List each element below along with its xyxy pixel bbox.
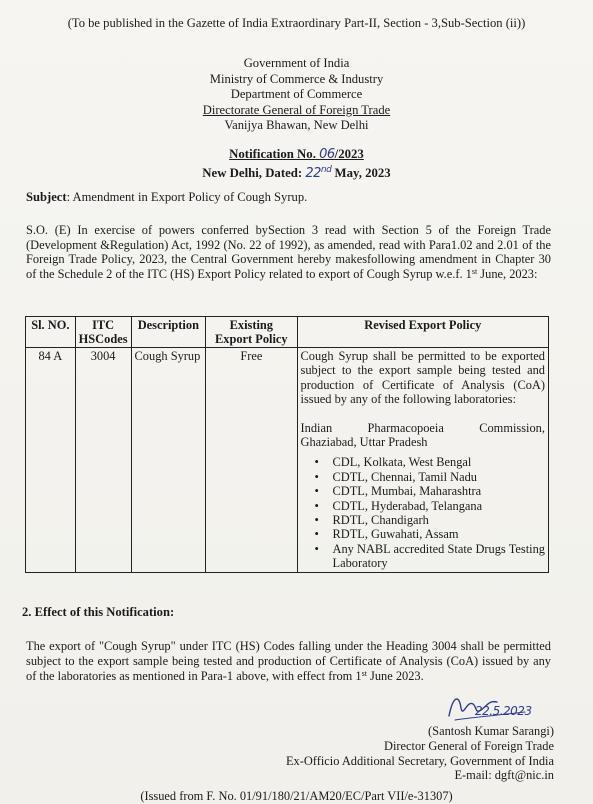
list-item: • CDTL, Mumbai, Maharashtra [323, 484, 545, 498]
header-itc-hscodes [75, 317, 131, 348]
header-line-department: Department of Commerce [230, 87, 363, 102]
table-row [26, 348, 549, 573]
header-itc-line1: ITC [92, 318, 115, 332]
signatory-designation-2: Ex-Officio Additional Secretary, Government of India [285, 753, 554, 768]
header-line-address: Vanijya Bhawan, New Delhi [224, 118, 369, 133]
date-handwritten-sup: nd [320, 164, 332, 175]
notification-date [0, 163, 593, 182]
gazette-line: (To be published in the Gazette of India Extraordinary Part-II, Section - 3,Sub-Section (ii)) [67, 16, 526, 30]
notification-suffix: /2023 [334, 147, 364, 161]
subject-text: : Amendment in Export Policy of Cough Syrup. [66, 190, 308, 204]
revised-intro: Cough Syrup shall be permitted to be exported subject to the export sample being tested and production of Certificate of Analysis (CoA) issued by any of the following laboratories: [300, 349, 545, 407]
list-item: • CDL, Kolkata, West Bengal [323, 455, 545, 469]
lab-ipc-line1 [301, 421, 545, 435]
lab-ipc-line2: Ghaziabad, Uttar Pradesh [300, 435, 428, 450]
signatory-name: (Santosh Kumar Sarangi) [428, 724, 554, 738]
date-handwritten: 22 [305, 165, 321, 181]
cell-existing-policy: Free [206, 348, 297, 573]
lab-list [301, 455, 545, 570]
header-itc-line2: HSCodes [78, 332, 128, 346]
cell-description: Cough Syrup [131, 348, 206, 573]
issued-file-line: (Issued from F. No. 01/91/180/21/AM20/EC/Part VII/e-31307) [140, 789, 453, 803]
policy-table [25, 316, 549, 573]
header-sl-no: Sl. NO. [26, 317, 76, 348]
para1-text-a: S.O. (E) In exercise of powers conferred bySection 3 read with Section 5 of the Foreign Trade (Development &Regulation) Act, 1992 (No. 22 of 1992), as amended, read with Para1.02 and 2.01 of the Foreign Trade Policy, 2023, the Central Government hereby makesfollowing amendment in Chapter 30 of the Schedule 2 of the ITC (HS) Export Policy related to export of Cough Syrup w.e.f. 1 [26, 223, 551, 281]
list-item: • RDTL, Chandigarh [323, 513, 545, 527]
paragraph-1 [26, 223, 551, 281]
list-item: • Any NABL accredited State Drugs Testing Laboratory [323, 542, 545, 571]
notification-block [0, 147, 593, 181]
para2-text-b: June 2023. [366, 669, 424, 683]
header-description: Description [131, 317, 206, 348]
subject-line [26, 190, 307, 205]
cell-itc-code: 3004 [75, 348, 131, 573]
header-revised-policy: Revised Export Policy [297, 317, 548, 348]
date-suffix: May, 2023 [334, 165, 391, 180]
header-line-government: Government of India [243, 56, 350, 70]
para2-sup: st [361, 669, 367, 678]
notification-number [0, 147, 593, 163]
lab-ipc [301, 421, 545, 450]
header-existing-line2: Export Policy [215, 332, 288, 346]
header-existing-policy [206, 317, 297, 348]
para1-text-b: June, 2023: [477, 266, 538, 281]
effect-heading: 2. Effect of this Notification: [22, 605, 175, 619]
signatory-designation-1: Director General of Foreign Trade [384, 738, 554, 753]
table-header-row [26, 317, 549, 348]
list-item: • RDTL, Guwahati, Assam [323, 527, 545, 541]
lab-ipc-a: Indian [300, 420, 333, 435]
list-item: • CDTL, Hyderabad, Telangana [323, 499, 545, 513]
notification-number-handwritten: 06 [319, 147, 335, 162]
lab-ipc-b: Pharmacopoeia [367, 420, 444, 435]
header-existing-line1: Existing [229, 318, 274, 332]
header-line-directorate: Directorate General of Foreign Trade [202, 102, 391, 117]
office-header [0, 56, 593, 134]
notification-prefix: Notification No. [229, 147, 316, 161]
signatory-email[interactable]: E-mail: dgft@nic.in [454, 768, 554, 783]
para1-sup: st [471, 266, 478, 276]
signature-date-handwritten: 22.5.2023 [475, 704, 532, 718]
signature-block [286, 724, 554, 783]
list-item: • CDTL, Chennai, Tamil Nadu [323, 470, 545, 484]
subject-label: Subject [26, 190, 67, 204]
cell-revised-policy [297, 348, 548, 573]
paragraph-2 [26, 639, 551, 684]
lab-ipc-c: Commission, [479, 420, 545, 435]
para2-text-a: The export of "Cough Syrup" under ITC (HS) Codes falling under the Heading 3004 shall be permitted subject to the export sample being tested and production of Certificate of Analysis (CoA) issued by any of the laboratories as mentioned in Para-1 above, with effect from 1 [26, 639, 551, 683]
date-prefix: New Delhi, Dated: [202, 165, 303, 180]
cell-sl-no: 84 A [26, 348, 76, 573]
header-line-ministry: Ministry of Commerce & Industry [209, 71, 384, 86]
